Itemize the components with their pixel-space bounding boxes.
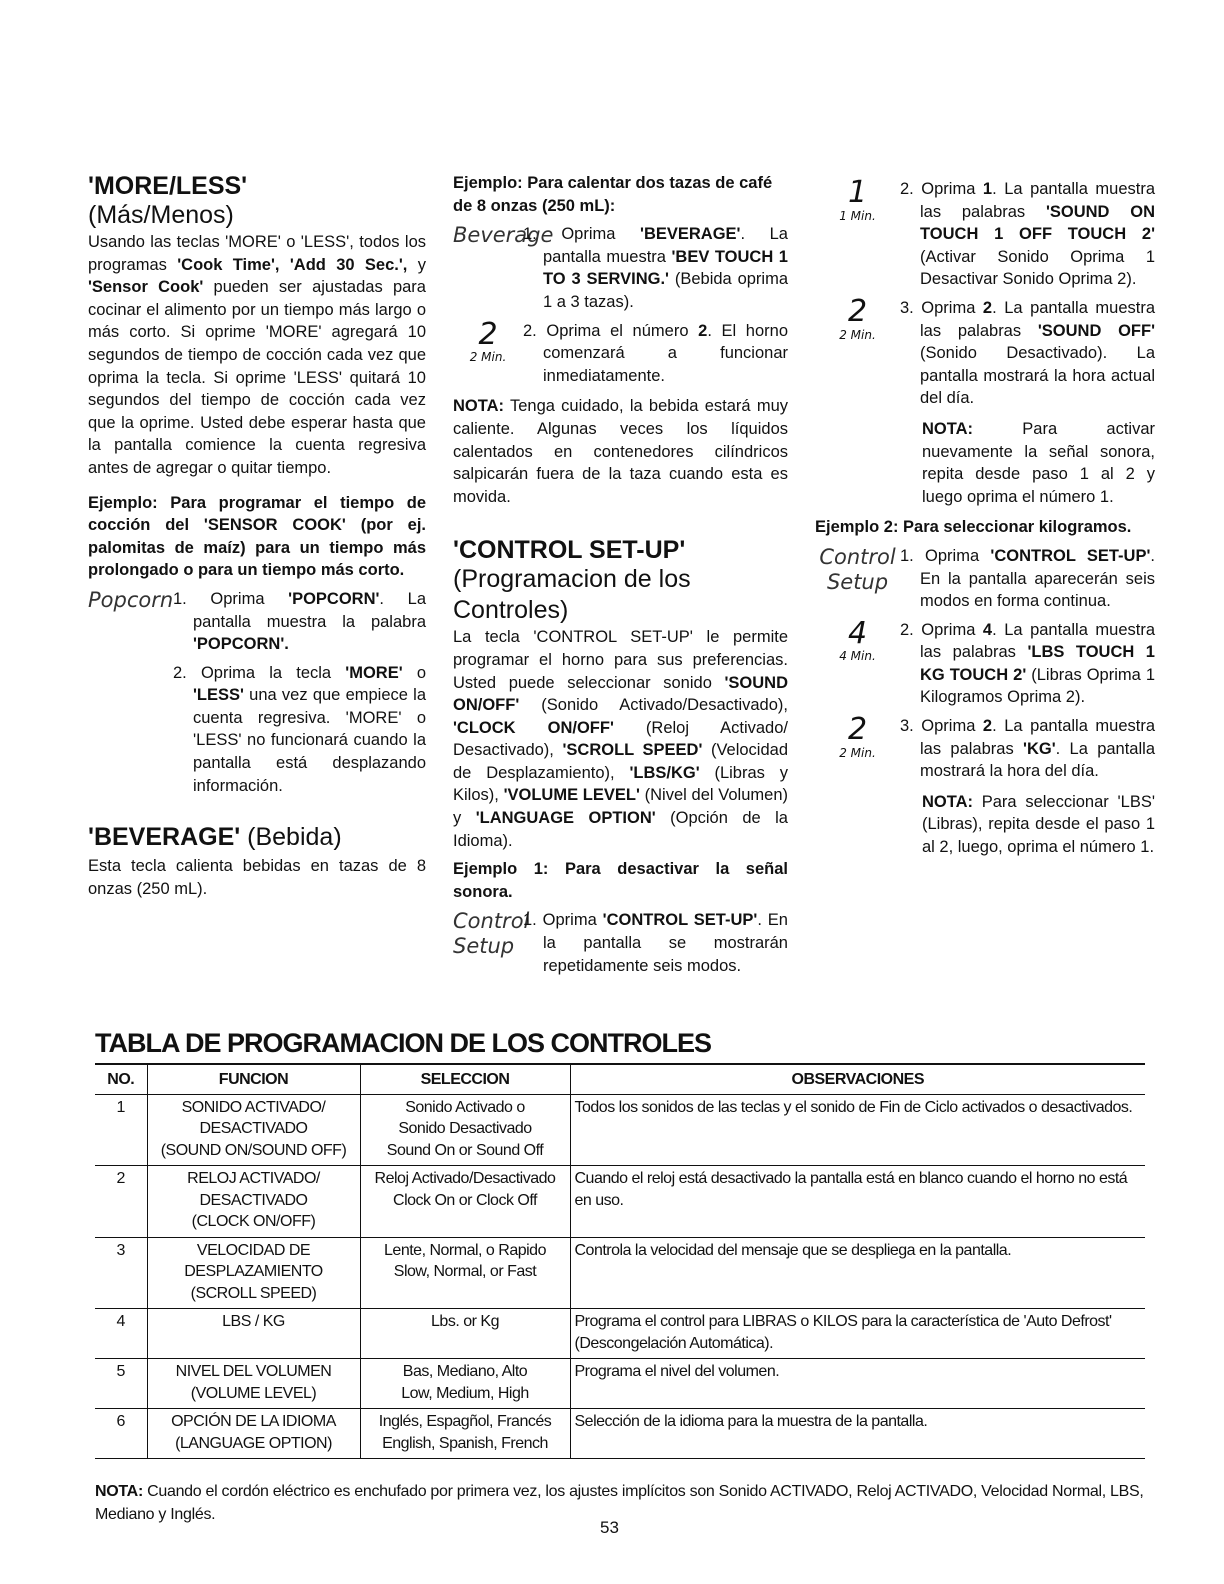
control-ex2-step-3 <box>815 712 1155 783</box>
beverage-key-label: Beverage <box>453 223 554 248</box>
control-ex1-step-2 <box>815 175 1155 291</box>
text-run: Para activar nuevamente la señal sonora, repita desde paso 1 al 2 y luego oprima el número 1. <box>922 419 1155 506</box>
bold-text-run: 'SCROLL SPEED' <box>562 741 703 760</box>
column-1 <box>88 172 426 900</box>
text-run: (Velocidad de Desplazamiento), <box>453 741 789 782</box>
text-run: (Reloj Activado/ Desactivado), <box>453 718 788 760</box>
more-less-heading: 'MORE/LESS' <box>88 172 248 200</box>
table-title: TABLA DE PROGRAMACION DE LOS CONTROLES <box>95 1028 711 1058</box>
text-run: (Sonido Activado/Desactivado), <box>519 696 788 715</box>
bold-text-run: 'LBS/KG' <box>629 763 700 782</box>
beverage-step-2 <box>453 316 789 388</box>
control-ex2-step-2 <box>815 615 1155 709</box>
bold-text-run: NOTA: <box>922 419 974 438</box>
bold-text-run: 'MORE' <box>345 663 403 682</box>
control-setup-key-label: Control Setup <box>819 544 896 594</box>
text-run: (Opción de la Idioma). <box>453 809 788 850</box>
beverage-heading <box>88 823 426 851</box>
column-2 <box>453 172 789 975</box>
control-setup-heading: 'CONTROL SET-UP' <box>453 536 686 565</box>
text-run: Tenga cuidado, la bebida estará muy caliente. Algunas veces los líquidos calentados en contenedores cilíndricos salpicarán fuera de la taza cuando esta es movida. <box>453 397 788 506</box>
table-row <box>95 1309 1145 1359</box>
text-run: . La pantalla muestra las palabras <box>920 620 1155 662</box>
selection-cell: Sonido Activado o Sonido Desactivado Sound On or Sound Off <box>360 1094 570 1166</box>
text-run: 2. Oprima <box>900 180 983 198</box>
popcorn-step-2 <box>88 662 426 798</box>
example-2-heading: Ejemplo 2: Para seleccionar kilogramos. <box>815 518 1132 537</box>
control-setup-table <box>95 1063 1145 1459</box>
popcorn-key-label: Popcorn <box>88 587 174 612</box>
observations-cell: Todos los sonidos de las teclas y el sonido de Fin de Ciclo activados o desactivados. <box>570 1094 1145 1166</box>
function-cell: VELOCIDAD DE DESPLAZAMIENTO (SCROLL SPEED) <box>147 1237 360 1309</box>
min-label: 2 Min. <box>839 745 876 760</box>
bold-text-run: 'Cook Time', 'Add 30 Sec.', <box>177 255 408 274</box>
example-2-note <box>815 791 1155 859</box>
text-run: Cuando el cordón eléctrico es enchufado por primera vez, los ajustes implícitos son Sonido ACTIVADO, Reloj ACTIVADO, Velocidad Normal, LBS, Mediano y Inglés. <box>95 1483 1144 1523</box>
min-label: 4 Min. <box>839 649 876 664</box>
observations-cell: Selección de la idioma para la muestra de la pantalla. <box>570 1409 1145 1459</box>
bold-text-run: 'CLOCK ON/OFF' <box>453 718 614 737</box>
text-run: . La pantalla muestra las palabras <box>920 180 1155 221</box>
text-run: 3. Oprima <box>900 298 983 317</box>
page-number: 53 <box>600 1518 619 1537</box>
min-label: 2 Min. <box>839 327 876 342</box>
bold-text-run: NOTA: <box>922 792 974 811</box>
table-row <box>95 1094 1145 1166</box>
beverage-subtitle: (Bebida) <box>240 823 342 852</box>
text-run: 2. Oprima la tecla <box>173 663 346 682</box>
selection-cell: Lente, Normal, o Rapido Slow, Normal, or Fast <box>360 1237 570 1309</box>
example-1-note <box>815 418 1155 508</box>
bold-text-run: 'BEV TOUCH 1 TO 3 SERVING.' <box>543 247 788 289</box>
step-text <box>523 320 788 388</box>
control-setup-subtitle: (Programacion de los Controles) <box>453 565 691 625</box>
beverage-body: Esta tecla calienta bebidas en tazas de 8 onzas (250 mL). <box>88 857 426 898</box>
bold-text-run: 'LESS' <box>193 686 244 705</box>
text-run: . La pantalla muestra la palabra <box>193 589 426 631</box>
more-less-body <box>88 231 426 480</box>
bold-text-run: 'SOUND OFF' <box>1037 321 1155 340</box>
header-funcion: FUNCION <box>147 1064 360 1094</box>
control-ex2-step-1 <box>815 545 1155 613</box>
selection-cell: Lbs. or Kg <box>360 1309 570 1359</box>
header-no: NO. <box>95 1064 147 1094</box>
control-setup-body <box>453 626 788 852</box>
function-cell: RELOJ ACTIVADO/ DESACTIVADO (CLOCK ON/OFF) <box>147 1166 360 1238</box>
beverage-step-1 <box>453 223 788 313</box>
text-run: (Nivel del Volumen) y <box>453 786 788 828</box>
text-run: . La pantalla mostrará la hora del día. <box>920 739 1155 781</box>
header-seleccion: SELECCION <box>360 1064 570 1094</box>
observations-cell: Programa el nivel del volumen. <box>570 1359 1145 1409</box>
bold-text-run: 'KG' <box>1023 739 1056 758</box>
number-2-key: 2 <box>847 712 868 748</box>
observations-cell: Programa el control para LIBRAS o KILOS para la característica de 'Auto Defrost' (Descongelación Automática). <box>570 1309 1145 1359</box>
selection-cell: Bas, Mediano, Alto Low, Medium, High <box>360 1359 570 1409</box>
bold-text-run: 'LANGUAGE OPTION' <box>475 809 656 828</box>
table-header-row <box>95 1064 1145 1094</box>
text-run: . La pantalla muestra las palabras <box>920 298 1155 340</box>
text-run: o <box>402 663 426 682</box>
step-text <box>523 223 788 313</box>
function-cell: OPCIÓN DE LA IDIOMA (LANGUAGE OPTION) <box>147 1409 360 1459</box>
bold-text-run: 'VOLUME LEVEL' <box>503 786 640 805</box>
step-text <box>900 297 1155 410</box>
text-run: pueden ser ajustadas para cocinar el alimento por un tiempo más largo o más corto. Si oprime 'MORE' agregará 10 segundos de tiempo de cocción cada vez que oprima la tecla. Si oprime 'LESS' quitará 10 segundos del tiempo de cocción cada vez que la oprime. Usted debe esperar hasta que la pantalla comience la cuenta regresiva antes de agregar o quitar tiempo. <box>88 278 426 477</box>
step-text <box>900 715 1155 783</box>
table-row <box>95 1359 1145 1409</box>
text-run: . El horno comenzará a funcionar inmediatamente. <box>543 321 789 385</box>
text-run: 2. Oprima el número <box>523 321 699 340</box>
bold-text-run: 'SOUND ON TOUCH 1 OFF TOUCH 2' <box>920 202 1155 244</box>
number-4-key: 4 <box>847 615 868 651</box>
bold-text-run: 4 <box>982 620 993 639</box>
text-run: . En la pantalla aparecerán seis modos en forma continua. <box>920 546 1155 611</box>
function-cell: SONIDO ACTIVADO/ DESACTIVADO (SOUND ON/SOUND OFF) <box>147 1094 360 1166</box>
row-number: 5 <box>95 1359 147 1409</box>
text-run: 2. Oprima <box>900 620 983 639</box>
selection-cell: Reloj Activado/Desactivado Clock On or Clock Off <box>360 1166 570 1238</box>
table-row <box>95 1237 1145 1309</box>
bold-text-run: 'SOUND ON/OFF' <box>453 673 788 715</box>
bold-text-run: 2 <box>698 321 708 340</box>
number-1-key: 1 <box>847 175 868 210</box>
function-cell: LBS / KG <box>147 1309 360 1359</box>
beverage-note <box>453 395 788 508</box>
row-number: 1 <box>95 1094 147 1166</box>
min-label: 1 Min. <box>839 208 876 223</box>
text-run: 1. Oprima <box>173 589 289 608</box>
text-run: 1. Oprima <box>900 546 991 565</box>
table-row <box>95 1166 1145 1238</box>
text-run: (Bebida oprima 1 a 3 tazas). <box>543 270 788 311</box>
step-text <box>900 178 1155 291</box>
bold-text-run: 'LBS TOUCH 1 KG TOUCH 2' <box>920 643 1155 684</box>
text-run: (Libras Oprima 1 Kilogramos Oprima 2). <box>920 665 1155 707</box>
table-row <box>95 1409 1145 1459</box>
text-run: 3. Oprima <box>900 717 983 736</box>
bold-text-run: 'POPCORN' <box>288 589 380 608</box>
number-2-key: 2 <box>847 293 868 329</box>
beverage-title: 'BEVERAGE' <box>88 823 241 852</box>
control-ex1-step-3 <box>815 293 1155 410</box>
text-run: . La pantalla muestra las palabras <box>920 717 1155 758</box>
row-number: 6 <box>95 1409 147 1459</box>
bold-text-run: NOTA: <box>453 397 505 416</box>
text-run: Para seleccionar 'LBS' (Libras), repita desde el paso 1 al 2, luego, oprima el número 1. <box>922 792 1155 857</box>
min-label: 2 Min. <box>469 350 507 365</box>
more-less-example: Ejemplo: Para programar el tiempo de cocción del 'SENSOR COOK' (por ej. palomitas de maíz) para un tiempo más prolongado o para un tiempo más corto. <box>88 493 426 580</box>
step-text <box>523 909 788 975</box>
number-2-key: 2 <box>478 316 498 352</box>
bold-text-run: 'Sensor Cook' <box>88 278 204 297</box>
text-run: . La pantalla muestra <box>543 225 788 266</box>
text-run: La tecla 'CONTROL SET-UP' le permite programar el horno para sus preferencias. Usted puede seleccionar sonido <box>453 628 788 692</box>
bold-text-run: 'BEVERAGE' <box>640 225 741 244</box>
popcorn-step-1 <box>88 588 426 656</box>
text-run: 1. Oprima <box>523 225 641 244</box>
bold-text-run: 'CONTROL SET-UP' <box>602 911 758 930</box>
text-run: y <box>407 255 426 274</box>
text-run: 1. Oprima <box>523 911 603 930</box>
text-run: . En la pantalla se mostrarán repetidamente seis modos. <box>543 911 788 975</box>
text-run: (Libras y Kilos), <box>453 763 788 805</box>
selection-cell: Inglés, Espagñol, Francés English, Spanish, French <box>360 1409 570 1459</box>
bold-text-run: 1 <box>982 180 993 198</box>
observations-cell: Controla la velocidad del mensaje que se despliega en la pantalla. <box>570 1237 1145 1309</box>
header-observaciones: OBSERVACIONES <box>570 1064 1145 1094</box>
column-3 <box>815 172 1155 859</box>
text-run: una vez que empiece la cuenta regresiva. 'MORE' o 'LESS' no funcionará cuando la pantalla está desplazando información. <box>193 686 426 795</box>
footnote <box>95 1480 1155 1526</box>
step-text <box>900 545 1155 613</box>
example-1-heading: Ejemplo 1: Para desactivar la señal sonora. <box>453 860 788 901</box>
bold-text-run: 2 <box>982 717 993 736</box>
control-setup-key-label: Control Setup <box>453 909 530 959</box>
text-run: Usando las teclas 'MORE' o 'LESS', todos los programas <box>88 233 426 274</box>
more-less-subtitle: (Más/Menos) <box>88 201 234 229</box>
function-cell: NIVEL DEL VOLUMEN (VOLUME LEVEL) <box>147 1359 360 1409</box>
bold-text-run: 'CONTROL SET-UP' <box>990 546 1151 565</box>
bold-text-run: 2 <box>982 298 993 317</box>
step-text <box>900 619 1155 709</box>
text-run: (Activar Sonido Oprima 1 Desactivar Sonido Oprima 2). <box>920 247 1155 289</box>
row-number: 3 <box>95 1237 147 1309</box>
step-text <box>173 662 426 798</box>
bold-text-run: NOTA: <box>95 1483 143 1500</box>
beverage-example: Ejemplo: Para calentar dos tazas de café de 8 onzas (250 mL): <box>453 174 773 215</box>
control-ex1-step-1 <box>453 909 788 975</box>
bold-text-run: 'POPCORN'. <box>193 635 289 654</box>
step-text <box>173 588 426 656</box>
row-number: 2 <box>95 1166 147 1238</box>
row-number: 4 <box>95 1309 147 1359</box>
observations-cell: Cuando el reloj está desactivado la pantalla está en blanco cuando el horno no está en uso. <box>570 1166 1145 1238</box>
text-run: (Sonido Desactivado). La pantalla mostrará la hora actual del día. <box>920 344 1155 408</box>
